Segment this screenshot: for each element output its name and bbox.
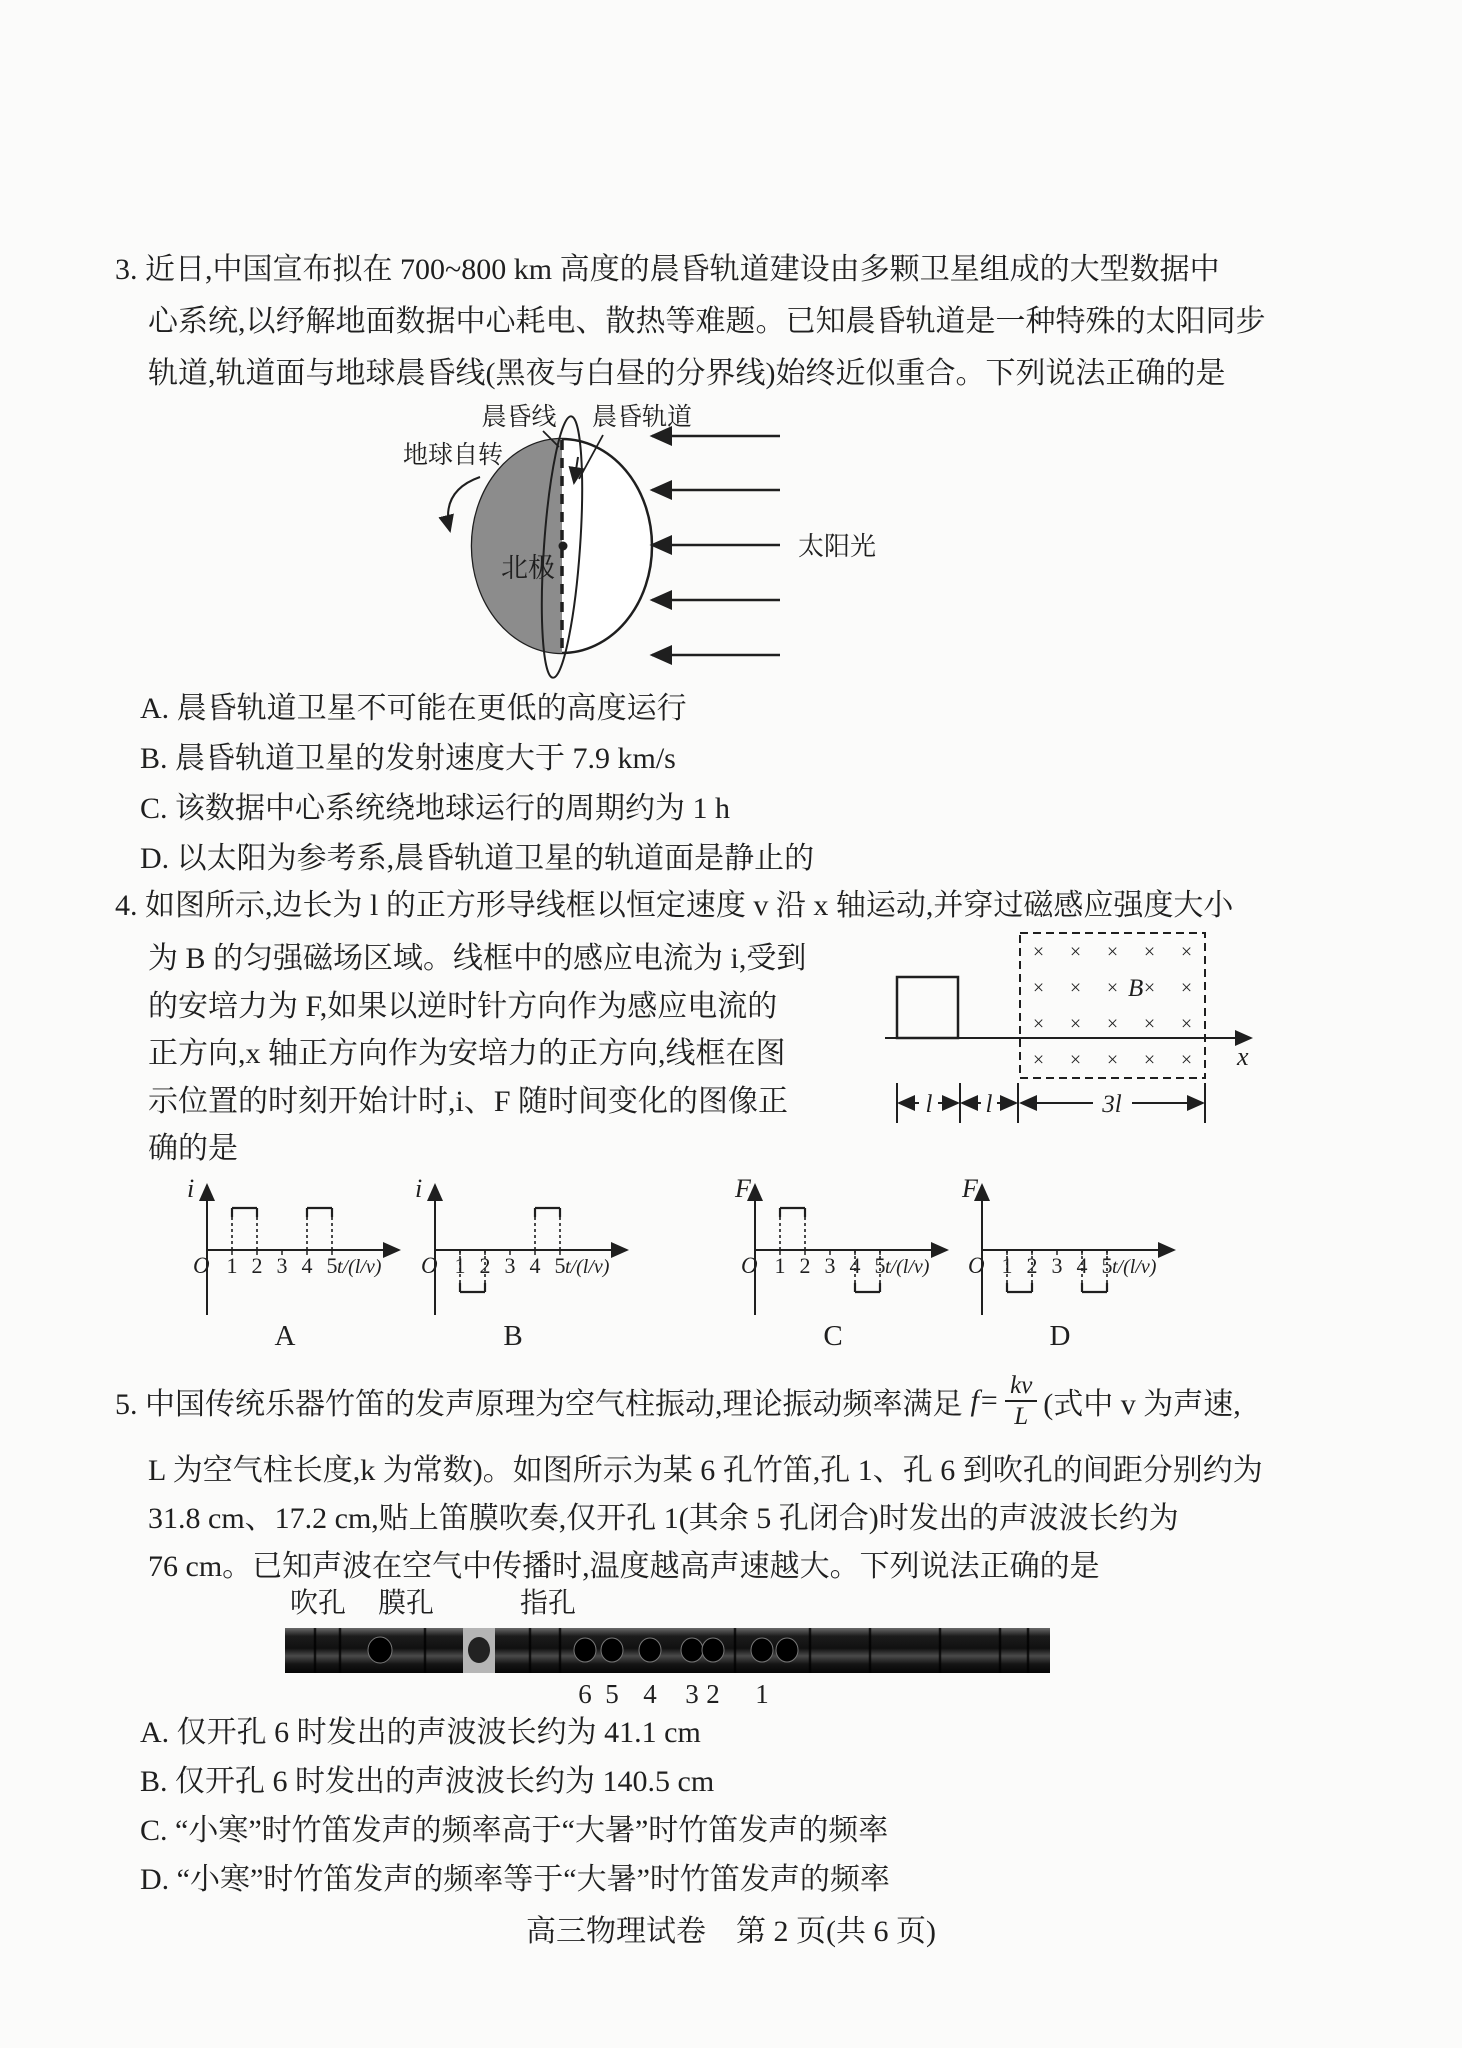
formula-denominator: L [1014, 1403, 1029, 1430]
y-axis-label: i [415, 1175, 423, 1203]
page-footer: 高三物理试卷 第 2 页(共 6 页) [526, 1915, 936, 1948]
flute-body [285, 1628, 1050, 1673]
finger-hole-label: 指孔 [519, 1588, 577, 1619]
q5-line-3: 31.8 cm、17.2 cm,贴上笛膜吹奏,仅开孔 1(其余 5 孔闭合)时发出的声波波长约为 [148, 1502, 1179, 1535]
finger-hole-6 [574, 1638, 596, 1662]
x-axis-label: t/(l/v) [337, 1256, 382, 1278]
tick-label: 1 [774, 1253, 786, 1278]
q3-line-1: 3. 近日,中国宣布拟在 700~800 km 高度的晨昏轨道建设由多颗卫星组成的大型数据中 [115, 253, 1220, 286]
x-mark: × [1106, 1013, 1119, 1035]
graph-letter: B [503, 1320, 523, 1350]
q5-line-2: L 为空气柱长度,k 为常数)。如图所示为某 6 孔竹笛,孔 1、孔 6 到吹孔的间距分别约为 [148, 1454, 1263, 1487]
origin-label: O [421, 1253, 438, 1278]
q3-line-2: 心系统,以纾解地面数据中心耗电、散热等难题。已知晨昏轨道是一种特殊的太阳同步 [148, 305, 1266, 338]
x-mark: × [1032, 1049, 1045, 1071]
graph-d-container [942, 1175, 1207, 1355]
q4-line-3: 的安培力为 F,如果以逆时针方向作为感应电流的 [148, 989, 778, 1023]
q5-option-a: A. 仅开孔 6 时发出的声波波长约为 41.1 cm [140, 1716, 701, 1749]
tick-label: 4 [1076, 1253, 1088, 1278]
vent-hole [776, 1638, 798, 1662]
q3-option-b: B. 晨昏轨道卫星的发射速度大于 7.9 km/s [140, 742, 676, 775]
graph-letter: C [823, 1320, 843, 1350]
q5-line-4: 76 cm。已知声波在空气中传播时,温度越高声速越大。下列说法正确的是 [148, 1550, 1100, 1583]
tick-label: 3 [276, 1253, 288, 1278]
x-axis-label: t/(l/v) [1112, 1256, 1157, 1278]
finger-hole-2 [702, 1638, 724, 1662]
q4-line-5: 示位置的时刻开始计时,i、F 随时间变化的图像正 [148, 1084, 789, 1118]
q5-option-b: B. 仅开孔 6 时发出的声波波长约为 140.5 cm [140, 1765, 715, 1798]
x-axis-label: x [1237, 1042, 1249, 1071]
x-mark: × [1143, 1013, 1156, 1035]
origin-label: O [968, 1253, 985, 1278]
q4-wrapped-lines [148, 935, 806, 1173]
finger-hole-5 [601, 1638, 623, 1662]
graph-b-container [395, 1175, 660, 1355]
rotation-label: 地球自转 [402, 442, 504, 469]
x-mark: × [1180, 941, 1193, 963]
y-axis-label: i [187, 1175, 195, 1203]
x-mark: × [1143, 977, 1156, 999]
tick-label: 1 [454, 1253, 466, 1278]
q4-line-6: 确的是 [148, 1132, 238, 1165]
x-axis-label: t/(l/v) [565, 1256, 610, 1278]
tick-label: 4 [529, 1253, 541, 1278]
north-pole-label: 北极 [501, 553, 555, 583]
graph-c-container [715, 1175, 980, 1355]
x-mark: × [1143, 941, 1156, 963]
dim-label-1: l [925, 1091, 933, 1118]
finger-hole-1 [751, 1638, 773, 1662]
dim-label-2: l [985, 1091, 993, 1118]
q5-options [140, 1708, 890, 1904]
tick-label: 4 [849, 1253, 861, 1278]
x-mark: × [1180, 1013, 1193, 1035]
answer-graph-A [167, 1175, 432, 1350]
q4-line-4: 正方向,x 轴正方向作为安培力的正方向,线框在图 [148, 1037, 786, 1070]
tick-label: 1 [226, 1253, 238, 1278]
x-mark: × [1032, 1013, 1045, 1035]
tick-label: 1 [1001, 1253, 1013, 1278]
graph-a-container [167, 1175, 432, 1355]
q5-line-1-post: (式中 v 为声速, [1043, 1388, 1241, 1421]
formula-numerator: kv [1005, 1372, 1037, 1403]
q5-option-d: D. “小寒”时竹笛发声的频率等于“大暑”时竹笛发声的频率 [140, 1863, 890, 1896]
graph-letter: A [274, 1320, 296, 1350]
formula-fraction [1005, 1372, 1037, 1431]
tick-label: 2 [479, 1253, 491, 1278]
q5-line-1-pre: 5. 中国传统乐器竹笛的发声原理为空气柱振动,理论振动频率满足 [115, 1388, 963, 1421]
formula-lhs: f= [970, 1384, 1000, 1417]
tick-label: 5 [326, 1253, 338, 1278]
x-axis-label: t/(l/v) [885, 1256, 930, 1278]
earth-night-side [472, 439, 562, 653]
answer-graph-C [715, 1175, 980, 1350]
hole-number-4: 4 [643, 1679, 657, 1709]
tick-label: 2 [799, 1253, 811, 1278]
q3-option-c: C. 该数据中心系统绕地球运行的周期约为 1 h [140, 792, 731, 825]
membrane-hole-label: 膜孔 [377, 1588, 435, 1619]
graph-letter: D [1049, 1320, 1071, 1350]
y-axis-label: F [735, 1175, 751, 1203]
q3-options [140, 684, 814, 884]
y-axis-label: F [962, 1175, 978, 1203]
north-pole-dot [559, 542, 568, 551]
q5-option-c: C. “小寒”时竹笛发声的频率高于“大暑”时竹笛发声的频率 [140, 1814, 889, 1847]
sunlight-label: 太阳光 [798, 532, 877, 561]
origin-label: O [193, 1253, 210, 1278]
x-mark: × [1032, 977, 1045, 999]
field-x-marks [1033, 941, 1192, 1071]
q3-line-3: 轨道,轨道面与地球晨昏线(黑夜与白昼的分界线)始终近似重合。下列说法正确的是 [148, 357, 1226, 390]
finger-hole-3 [681, 1638, 703, 1662]
x-mark: × [1069, 1013, 1082, 1035]
tick-label: 5 [1101, 1253, 1113, 1278]
tick-label: 5 [554, 1253, 566, 1278]
tick-label: 4 [301, 1253, 313, 1278]
q4-line-2: 为 B 的匀强磁场区域。线框中的感应电流为 i,受到 [148, 942, 807, 975]
q3-option-a: A. 晨昏轨道卫星不可能在更低的高度运行 [140, 692, 687, 725]
flute-figure [270, 1580, 1070, 1715]
tick-label: 3 [504, 1253, 516, 1278]
q3-option-d: D. 以太阳为参考系,晨昏轨道卫星的轨道面是静止的 [140, 842, 815, 875]
x-mark: × [1069, 1049, 1082, 1071]
q5-line-1 [115, 1372, 1241, 1430]
hole-number-2: 2 [706, 1679, 720, 1709]
tick-label: 3 [824, 1253, 836, 1278]
tick-label: 3 [1051, 1253, 1063, 1278]
tick-label: 2 [251, 1253, 263, 1278]
q5-wrapped-lines [148, 1447, 1263, 1591]
dim-label-3: 3l [1102, 1091, 1122, 1118]
hole-number-5: 5 [605, 1679, 619, 1709]
x-mark: × [1143, 1049, 1156, 1071]
orbit-label: 晨昏轨道 [591, 404, 693, 431]
hole-number-3: 3 [685, 1679, 699, 1709]
frame-field-diagram [885, 925, 1275, 1140]
earth-orbit-diagram [300, 395, 1010, 730]
x-mark: × [1106, 977, 1119, 999]
tick-label: 2 [1026, 1253, 1038, 1278]
answer-graph-B [395, 1175, 660, 1350]
x-mark: × [1106, 1049, 1119, 1071]
wire-frame-square [897, 977, 958, 1038]
x-mark: × [1180, 1049, 1193, 1071]
q4-line-1: 4. 如图所示,边长为 l 的正方形导线框以恒定速度 v 沿 x 轴运动,并穿过磁感应强度大小 [115, 889, 1234, 922]
x-mark: × [1106, 941, 1119, 963]
terminator-label: 晨昏线 [481, 404, 557, 431]
blow-hole [368, 1637, 392, 1663]
membrane-hole [468, 1637, 490, 1663]
blow-hole-label: 吹孔 [289, 1588, 347, 1619]
x-mark: × [1180, 977, 1193, 999]
hole-number-6: 6 [578, 1679, 592, 1709]
field-label: B [1128, 975, 1144, 1002]
tick-label: 5 [874, 1253, 886, 1278]
x-mark: × [1069, 941, 1082, 963]
hole-number-1: 1 [755, 1679, 769, 1709]
x-mark: × [1069, 977, 1082, 999]
x-mark: × [1032, 941, 1045, 963]
answer-graph-D [942, 1175, 1207, 1350]
origin-label: O [741, 1253, 758, 1278]
finger-hole-4 [639, 1638, 661, 1662]
